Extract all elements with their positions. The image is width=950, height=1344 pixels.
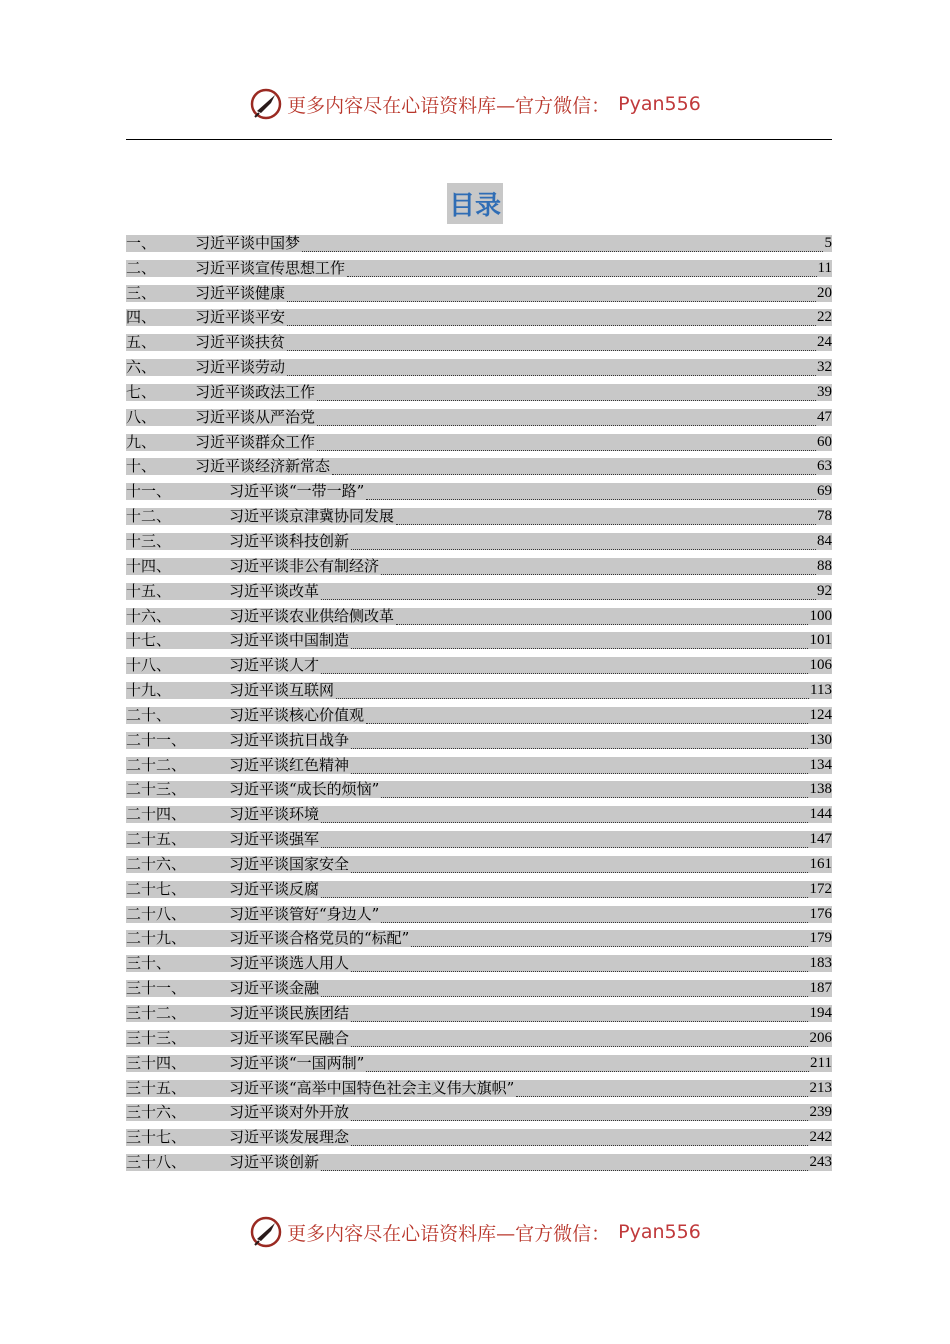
toc-entry-label[interactable]: 习近平谈“高举中国特色社会主义伟大旗帜” [229,1078,515,1097]
toc-entry[interactable] [126,230,832,255]
toc-entry-page: 106 [809,657,832,674]
toc-entry-label[interactable]: 习近平谈抗日战争 [229,730,350,749]
toc-entry-page: 206 [809,1029,832,1046]
toc-entry-leader [381,785,808,798]
toc-entry-label[interactable]: 习近平谈群众工作 [195,432,316,451]
toc-entry-number: 二十八、 [126,904,187,923]
toc-entry-number: 二十、 [126,705,172,724]
toc-entry-label[interactable]: 习近平谈“一国两制” [229,1053,365,1072]
toc-entry-page: 100 [809,607,832,624]
toc-entry-label[interactable]: 习近平谈健康 [195,283,286,302]
toc-entry-label[interactable]: 习近平谈农业供给侧改革 [229,606,395,625]
toc-entry-page: 78 [817,508,832,525]
toc-entry-label[interactable]: 习近平谈创新 [229,1153,320,1172]
toc-entry[interactable] [126,553,832,578]
toc-entry-label[interactable]: 习近平谈国家安全 [229,854,350,873]
toc-entry-number: 三十六、 [126,1103,187,1122]
toc-entry-label[interactable]: 习近平谈劳动 [195,358,286,377]
toc-entry-label[interactable]: 习近平谈人才 [229,656,320,675]
toc-entry-number: 十三、 [126,531,172,550]
toc-entry[interactable] [126,826,832,851]
toc-entry-number: 三十、 [126,954,172,973]
toc-entry-page: 183 [809,955,832,972]
toc-entry[interactable] [126,528,832,553]
toc-entry-number: 二十二、 [126,755,187,774]
toc-entry[interactable] [126,379,832,404]
toc-entry-leader [351,1133,808,1146]
toc-entry-page: 84 [817,532,832,549]
toc-entry-leader [381,910,808,923]
toc-entry-page: 101 [809,632,832,649]
toc-entry-page: 11 [817,259,832,276]
toc-entry-number: 三十三、 [126,1028,187,1047]
header-divider [126,139,832,140]
toc-entry-leader [366,1059,809,1072]
toc-entry-page: 134 [809,756,832,773]
toc-entry-page: 144 [809,806,832,823]
toc-entry[interactable] [126,280,832,305]
toc-entry-label[interactable]: 习近平谈“成长的烦恼” [229,780,380,799]
toc-entry-page: 32 [817,359,832,376]
toc-entry-leader [351,1034,808,1047]
toc-entry[interactable] [126,354,832,379]
toc-entry-leader [351,636,808,649]
toc-entry-label[interactable]: 习近平谈经济新常态 [195,457,331,476]
toc-entry-number: 三十五、 [126,1078,187,1097]
toc-entry[interactable] [126,727,832,752]
toc-entry[interactable] [126,950,832,975]
toc-entry-page: 92 [817,582,832,599]
toc-entry-number: 八、 [126,407,157,426]
toc-entry-leader [321,661,808,674]
toc-entry-leader [317,388,816,401]
toc-entry-leader [381,562,816,575]
toc-entry-leader [516,1084,808,1097]
toc-entry-page: 187 [809,980,832,997]
toc-entry-number: 六、 [126,358,157,377]
toc-entry-label[interactable]: 习近平谈中国梦 [195,233,301,252]
toc-entry[interactable] [126,1025,832,1050]
toc-entry-label[interactable]: 习近平谈核心价值观 [229,705,365,724]
toc-entry-label[interactable]: 习近平谈红色精神 [229,755,350,774]
toc-entry-label[interactable]: 习近平谈科技创新 [229,531,350,550]
toc-entry[interactable] [126,851,832,876]
toc-title: 目录 [447,183,503,224]
toc-entry-label[interactable]: 习近平谈军民融合 [229,1028,350,1047]
toc-entry-label[interactable]: 习近平谈非公有制经济 [229,556,380,575]
toc-entry-leader [287,363,816,376]
toc-entry-number: 二十一、 [126,730,187,749]
toc-entry-number: 九、 [126,432,157,451]
toc-entry[interactable] [126,975,832,1000]
toc-entry-page: 20 [817,284,832,301]
footer-text: 更多内容尽在心语资料库—官方微信： [287,1222,611,1245]
toc-entry-number: 三十二、 [126,1004,187,1022]
toc-entry-leader [347,264,817,277]
toc-entry-page: 211 [810,1054,832,1071]
toc-entry-leader [317,438,816,451]
toc-entry-number: 一、 [126,233,157,252]
toc-entry-label[interactable]: 习近平谈政法工作 [195,382,316,401]
toc-entry-leader [366,711,808,724]
toc-entry[interactable] [126,801,832,826]
toc-entry-number: 十一、 [126,482,172,501]
toc-entry-leader [351,959,808,972]
toc-entry-label[interactable]: 习近平谈民族团结 [229,1004,350,1022]
toc-entry-page: 147 [809,831,832,848]
toc-entry-leader [366,487,816,500]
toc-entry-number: 二十七、 [126,879,187,898]
toc-entry-page: 179 [809,930,832,947]
toc-entry[interactable] [126,255,832,280]
toc-entry[interactable] [126,603,832,628]
toc-entry-number: 十四、 [126,556,172,575]
toc-entry-number: 十七、 [126,631,172,650]
toc-entry[interactable] [126,454,832,479]
toc-entry-leader [411,934,808,947]
toc-entry[interactable] [126,926,832,951]
toc-entry-page: 47 [817,408,832,425]
toc-entry-number: 三、 [126,283,157,302]
toc-entry-page: 213 [809,1079,832,1096]
toc-entry-leader [321,587,816,600]
toc-entry-number: 三十七、 [126,1128,187,1147]
toc-entry-label[interactable]: 习近平谈互联网 [229,681,335,700]
toc-entry-page: 242 [809,1129,832,1146]
toc-entry-leader [287,338,816,351]
toc-entry-leader [351,736,808,749]
toc-entry-number: 五、 [126,333,157,352]
toc-entry-page: 63 [817,458,832,475]
toc-entry-label[interactable]: 习近平谈扶贫 [195,333,286,352]
toc-entry-page: 138 [809,781,832,798]
toc-entry-page: 60 [817,433,832,450]
quill-logo-icon [249,1215,283,1249]
header-wechat-id: Pyan556 [618,93,701,115]
page-header [0,84,950,124]
toc-entry-page: 5 [824,234,832,251]
toc-entry[interactable] [126,752,832,777]
toc-entry-page: 130 [809,731,832,748]
toc-entry-page: 39 [817,383,832,400]
toc-entry-leader [336,686,809,699]
toc-entry-label[interactable]: 习近平谈改革 [229,581,320,600]
toc-entry-number: 十五、 [126,581,172,600]
toc-entry-number: 二十三、 [126,780,187,799]
toc-entry-page: 161 [809,855,832,872]
toc-entry-leader [396,512,816,525]
toc-entry-page: 176 [809,905,832,922]
toc-entry-label[interactable]: 习近平谈平安 [195,308,286,327]
toc-entry-label[interactable]: 习近平谈中国制造 [229,631,350,650]
toc-entry[interactable] [126,652,832,677]
toc-entry-page: 24 [817,334,832,351]
header-text: 更多内容尽在心语资料库—官方微信： [287,94,611,117]
toc-entry-number: 十九、 [126,681,172,700]
toc-entry-label[interactable]: 习近平谈发展理念 [229,1128,350,1147]
toc-entry-page: 88 [817,557,832,574]
toc-entry[interactable] [126,628,832,653]
toc-entry-label[interactable]: 习近平谈管好“身边人” [229,904,380,923]
toc-entry-leader [321,1158,808,1171]
toc-entry-label[interactable]: 习近平谈对外开放 [229,1103,350,1122]
toc-entry-page: 113 [810,682,832,699]
toc-entry[interactable] [126,777,832,802]
toc-title-wrap [0,183,950,224]
toc-entry-label[interactable]: 习近平谈“一带一路” [229,482,365,501]
toc-entry-leader [287,289,816,302]
toc-entry-leader [287,313,816,326]
toc-entry[interactable] [126,503,832,528]
toc-entry-number: 三十四、 [126,1053,187,1072]
toc-entry-number: 二十五、 [126,830,187,849]
toc-entry-number: 二十九、 [126,929,187,948]
toc-entry-leader [351,860,808,873]
toc-entry-number: 十六、 [126,606,172,625]
toc-entry-label[interactable]: 习近平谈强军 [229,830,320,849]
toc-entry-label[interactable]: 习近平谈从严治党 [195,407,316,426]
toc-entry[interactable] [126,1075,832,1100]
toc-entry-page: 124 [809,706,832,723]
footer-wechat-id: Pyan556 [618,1221,701,1243]
toc-entry-number: 十二、 [126,507,172,526]
toc-entry[interactable] [126,478,832,503]
toc-entry-leader [396,612,808,625]
toc-entry[interactable] [126,677,832,702]
toc-entry-number: 七、 [126,382,157,401]
toc-entry[interactable] [126,1000,832,1025]
toc-entry[interactable] [126,329,832,354]
toc-entry[interactable] [126,1124,832,1149]
toc-entry-number: 二十四、 [126,805,187,824]
toc-entry-leader [351,761,808,774]
toc-entry-number: 二、 [126,258,157,277]
toc-entry-label[interactable]: 习近平谈京津冀协同发展 [229,507,395,526]
toc-entry-leader [351,1009,808,1022]
quill-logo-icon [249,87,283,121]
toc-entry-page: 239 [809,1104,832,1121]
toc-entry-leader [351,1108,808,1121]
toc-entry-number: 二十六、 [126,854,187,873]
toc-entry-label[interactable]: 习近平谈反腐 [229,879,320,898]
toc-entry[interactable] [126,429,832,454]
toc-entry-number: 四、 [126,308,157,327]
toc-entry[interactable] [126,305,832,330]
toc-entry[interactable] [126,578,832,603]
toc-entry-number: 三十八、 [126,1153,187,1172]
toc-entry-page: 22 [817,309,832,326]
toc-entry[interactable] [126,1050,832,1075]
toc-entry-page: 243 [809,1154,832,1171]
table-of-contents [126,230,832,1174]
toc-entry-label[interactable]: 习近平谈环境 [229,805,320,824]
toc-entry[interactable] [126,876,832,901]
toc-entry-label[interactable]: 习近平谈宣传思想工作 [195,258,346,277]
toc-entry-page: 194 [809,1005,832,1021]
toc-entry-leader [321,885,808,898]
toc-entry-leader [317,413,816,426]
toc-entry-label[interactable]: 习近平谈选人用人 [229,954,350,973]
toc-entry-number: 十、 [126,457,157,476]
toc-entry-leader [321,835,808,848]
toc-entry[interactable] [126,702,832,727]
toc-entry-page: 69 [817,483,832,500]
toc-entry[interactable] [126,1149,832,1174]
toc-entry-number: 十八、 [126,656,172,675]
toc-entry-label[interactable]: 习近平谈金融 [229,979,320,998]
toc-entry[interactable] [126,1100,832,1125]
toc-entry[interactable] [126,901,832,926]
toc-entry-label[interactable]: 习近平谈合格党员的“标配” [229,929,410,948]
toc-entry-leader [302,239,823,252]
toc-entry-leader [321,984,808,997]
page-footer [0,1212,950,1252]
toc-entry-page: 172 [809,880,832,897]
toc-entry-leader [332,462,816,475]
toc-entry[interactable] [126,404,832,429]
toc-entry-leader [321,810,808,823]
toc-entry-number: 三十一、 [126,979,187,998]
toc-entry-leader [351,537,816,550]
